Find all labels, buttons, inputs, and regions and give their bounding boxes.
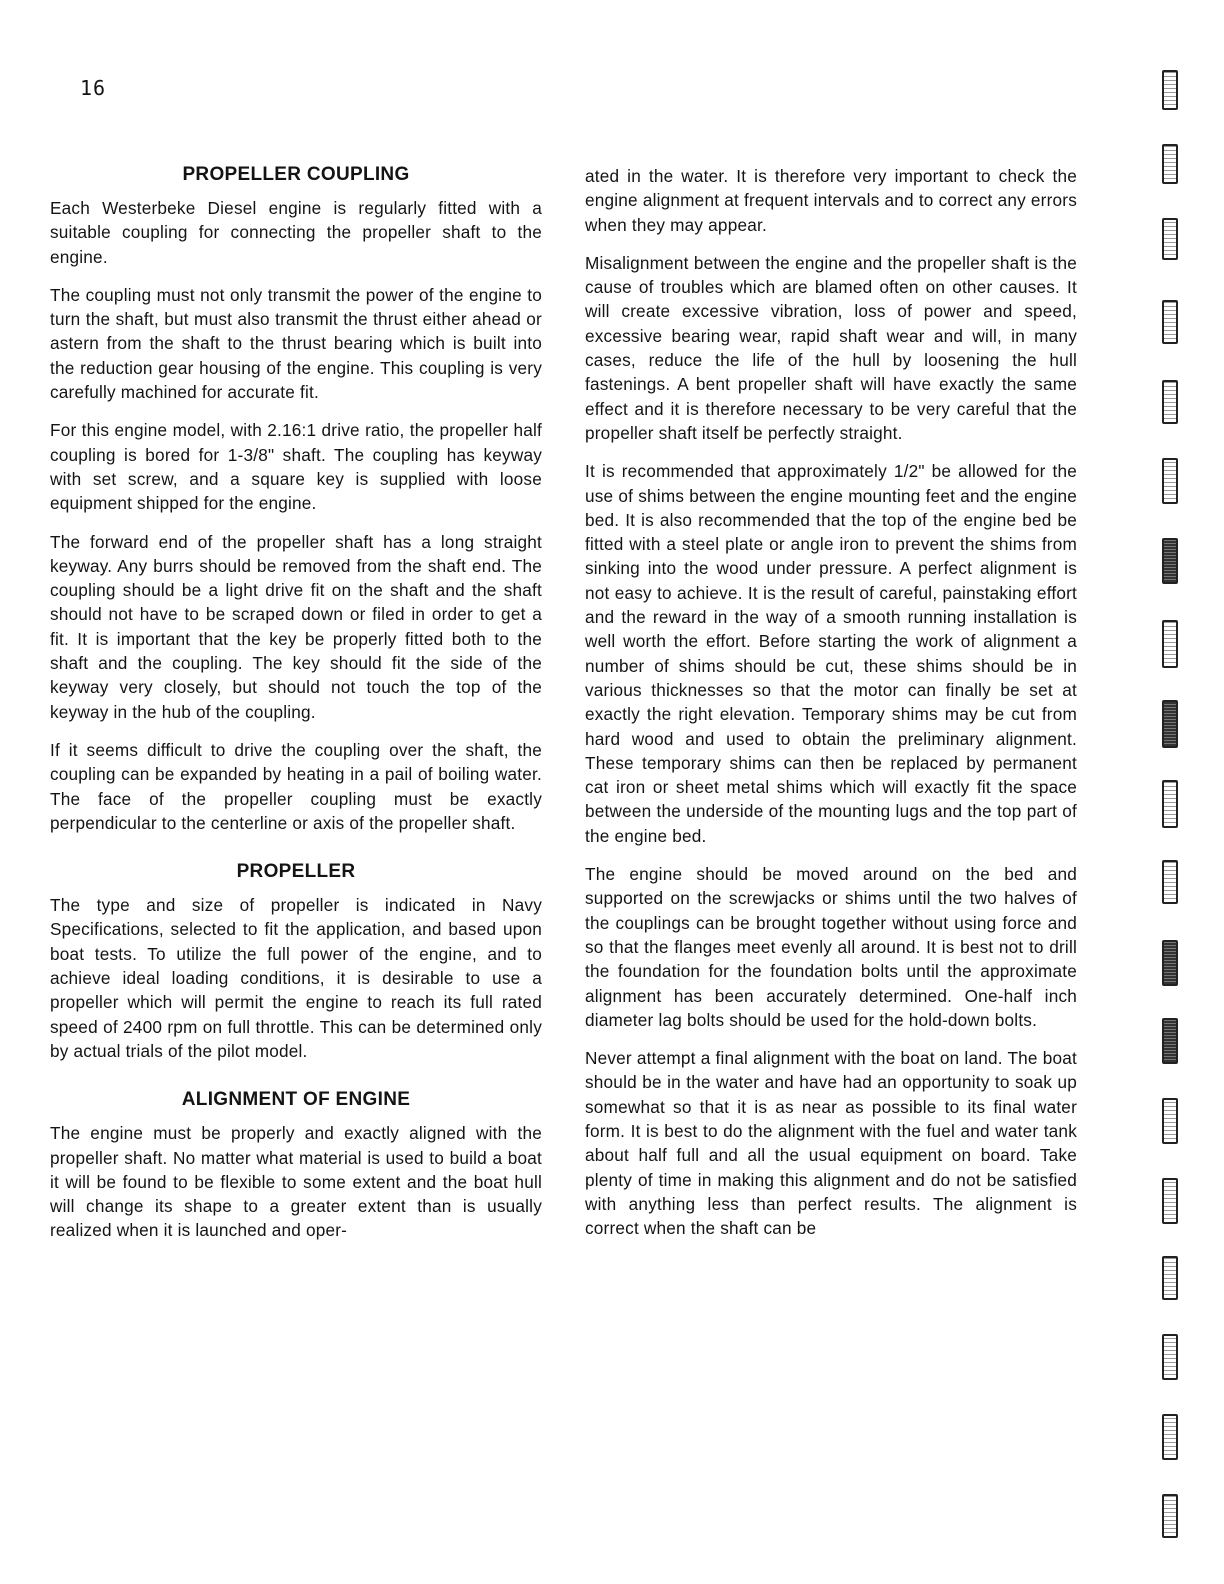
binding-hole (1162, 700, 1178, 748)
binding-hole (1162, 1018, 1178, 1064)
paragraph: If it seems difficult to drive the coupling over the shaft, the coupling can be expanded by heating in a pail of boiling water. The face of the propeller coupling must be exactly perpendicular to the centerline or axis of the propeller shaft. (50, 739, 542, 833)
heading-propeller-coupling: PROPELLER COUPLING (182, 164, 410, 185)
binding-hole (1162, 620, 1178, 668)
binding-hole (1162, 860, 1178, 904)
binding-hole (1162, 218, 1178, 260)
binding-hole (1162, 1334, 1178, 1380)
paragraph: ated in the water. It is therefore very important to check the engine alignment at frequent intervals and to correct any errors when they may appear. (585, 166, 1077, 235)
paragraph: Misalignment between the engine and the propeller shaft is the cause of troubles which are blamed often on other causes. It will create excessive vibration, loss of power and speed, excessive bearing wear, rapid shaft wear and will, in many cases, reduce the life of the hull by loosening the hull fastenings. A bent propeller shaft will have exactly the same effect and it is therefore necessary to be very careful that the propeller shaft itself be perfectly straight. (585, 252, 1077, 443)
paragraph: The type and size of propeller is indicated in Navy Specifications, selected to fit the application, and based upon boat tests. To utilize the full power of the engine, and to achieve ideal loading conditions, it is desirable to use a propeller which will permit the engine to reach its full rated speed of 2400 rpm on full throttle. This can be determined only by actual trials of the pilot model. (50, 895, 542, 1061)
paragraph: The engine must be properly and exactly aligned with the propeller shaft. No matter what material is used to build a boat it will be found to be flexible to some extent and the boat hull will change its shape to a greater extent than is usually realized when it is launched and oper- (50, 1123, 542, 1241)
paragraph: The coupling must not only transmit the power of the engine to turn the shaft, but must also transmit the thrust either ahead or astern from the shaft to the thrust bearing which is built into the reduction gear housing of the engine. This coupling is very carefully machined for accurate fit. (50, 284, 542, 403)
binding-hole (1162, 1256, 1178, 1300)
paragraph: Never attempt a final alignment with the boat on land. The boat should be in the water and have had an opportunity to soak up somewhat so that it is as near as possible to its final water form. It is best to do the alignment with the fuel and water tank about half full and all the usual equipment on board. Take plenty of time in making this alignment and do not be satisfied with anything less than perfect results. The alignment is correct when the shaft can be (585, 1048, 1077, 1239)
binding-hole (1162, 458, 1178, 504)
binding-hole (1162, 780, 1178, 828)
page-number: 16 (80, 76, 107, 100)
binding-hole (1162, 300, 1178, 344)
paragraph: The engine should be moved around on the bed and supported on the screwjacks or shims until the two halves of the couplings can be brought together without using force and so that the flanges meet evenly all around. It is best not to drill the foundation for the foundation bolts until the approximate alignment has been accurately determined. One-half inch diameter lag bolts should be used for the hold-down bolts. (585, 864, 1077, 1030)
binding-hole (1162, 144, 1178, 184)
paragraph: It is recommended that approximately 1/2" be allowed for the use of shims between the engine mounting feet and the engine bed. It is also recommended that the top of the engine bed be fitted with a steel plate or angle iron to prevent the shims from sinking into the wood under pressure. A perfect alignment is not easy to achieve. It is the result of careful, painstaking effort and the reward in the way of a smooth running installation is well worth the effort. Before starting the work of alignment a number of shims should be cut, these shims should be in various thicknesses so that the motor can finally be set at exactly the right elevation. Temporary shims may be cut from hard wood and used to obtain the preliminary alignment. These temporary shims can then be replaced by permanent cat iron or sheet metal shims which will exactly fit the space between the underside of the mounting lugs and the top part of the engine bed. (585, 461, 1077, 846)
binding-hole (1162, 538, 1178, 584)
right-column (585, 164, 1077, 1254)
paragraph: Each Westerbeke Diesel engine is regularly fitted with a suitable coupling for connecting the propeller shaft to the engine. (50, 198, 542, 267)
binding-holes (1148, 60, 1192, 1580)
binding-hole (1162, 380, 1178, 424)
paragraph: For this engine model, with 2.16:1 drive ratio, the propeller half coupling is bored for 1-3/8" shaft. The coupling has keyway with set screw, and a square key is supplied with loose equipment shipped for the engine. (50, 420, 542, 514)
binding-hole (1162, 940, 1178, 986)
binding-hole (1162, 1414, 1178, 1460)
heading-alignment-of-engine: ALIGNMENT OF ENGINE (181, 1089, 411, 1111)
binding-hole (1162, 1098, 1178, 1144)
binding-hole (1162, 1178, 1178, 1224)
heading-propeller: PROPELLER (236, 861, 356, 883)
paragraph: The forward end of the propeller shaft has a long straight keyway. Any burrs should be removed from the shaft end. The coupling should be a light drive fit on the shaft and the shaft should not have to be scraped down or filed in order to get a fit. It is important that the key be properly fitted both to the shaft and the coupling. The key should fit the side of the keyway very closely, but should not touch the top of the keyway in the hub of the coupling. (50, 531, 542, 722)
left-column (50, 164, 542, 1257)
binding-hole (1162, 1494, 1178, 1538)
binding-hole (1162, 70, 1178, 110)
